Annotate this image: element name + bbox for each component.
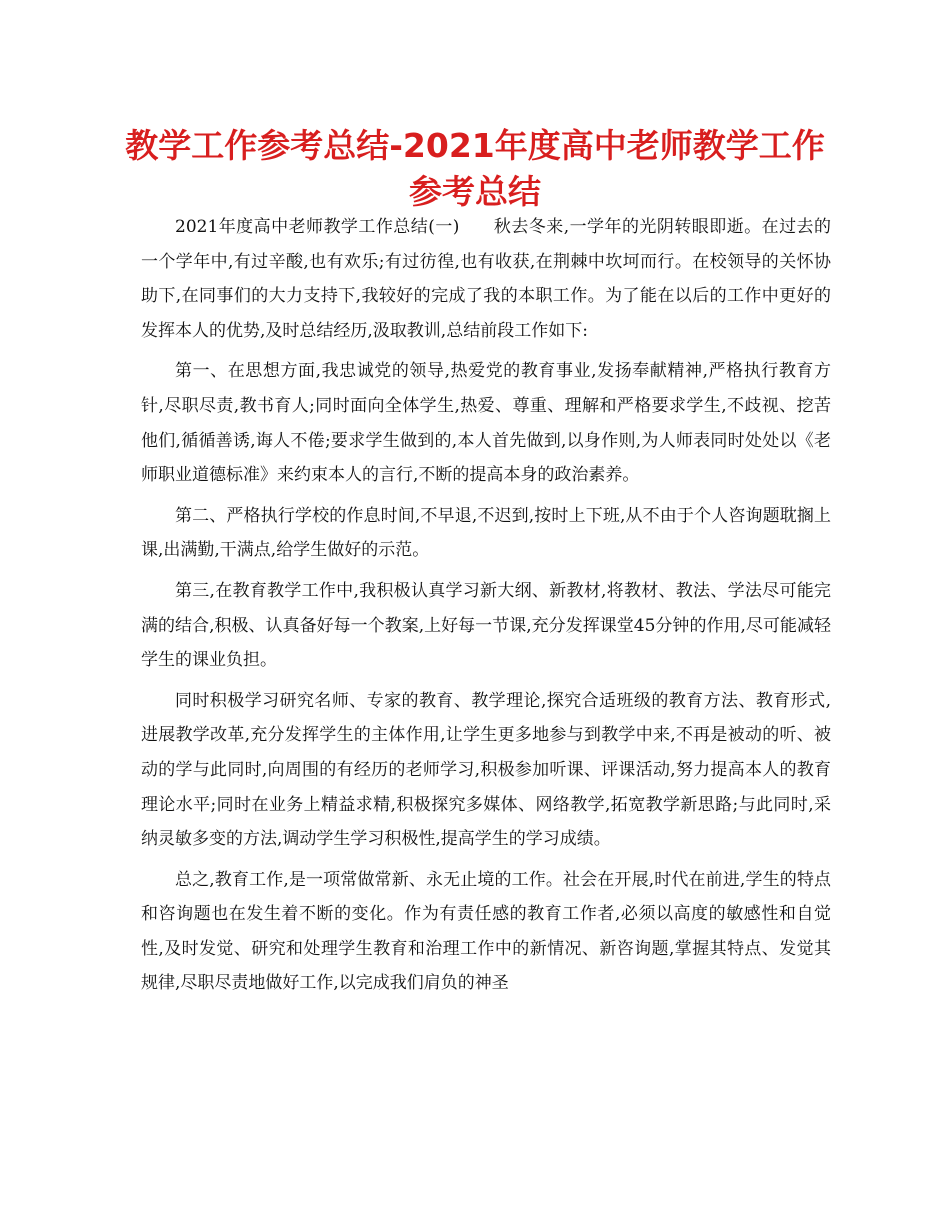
paragraph-schedule: 第二、严格执行学校的作息时间,不早退,不迟到,按时上下班,从不由于个人咨询题耽搁上课,出满勤,干满点,给学生做好的示范。 bbox=[141, 505, 831, 561]
document-title-line-1: 教学工作参考总结-2021年度高中老师教学工作 bbox=[125, 126, 825, 165]
paragraph-intro-text: 秋去冬来,一学年的光阴转眼即逝。在过去的一个学年中,有过辛酸,也有欢乐;有过彷徨,也有收获,在荆棘中坎坷而行。在校领导的关怀协助下,在同事们的大力支持下,我较好的完成了我的本职工作。为了能在以后的工作中更好的发挥本人的优势,及时总结经历,汲取教训,总结前段工作如下: bbox=[141, 217, 832, 341]
paragraph-ideology: 第一、在思想方面,我忠诚党的领导,热爱党的教育事业,发扬奉献精神,严格执行教育方针,尽职尽责,教书育人;同时面向全体学生,热爱、尊重、理解和严格要求学生,不歧视、挖苦他们,循循善诱,诲人不倦;要求学生做到的,本人首先做到,以身作则,为人师表同时处处以《老师职业道德标准》来约束本人的言行,不断的提高本身的政治素养。 bbox=[141, 361, 831, 486]
document-body bbox=[141, 210, 831, 1007]
paragraph-conclusion: 总之,教育工作,是一项常做常新、永无止境的工作。社会在开展,时代在前进,学生的特点和咨询题也在发生着不断的变化。作为有责任感的教育工作者,必须以高度的敏感性和自觉性,及时发觉、研究和处理学生教育和治理工作中的新情况、新咨询题,掌握其特点、发觉其规律,尽职尽责地做好工作,以完成我们肩负的神圣 bbox=[141, 869, 831, 994]
paragraph-teaching: 第三,在教育教学工作中,我积极认真学习新大纲、新教材,将教材、教法、学法尽可能完满的结合,积极、认真备好每一个教案,上好每一节课,充分发挥课堂45分钟的作用,尽可能减轻学生的课业负担。 bbox=[141, 580, 831, 671]
paragraph-research: 同时积极学习研究名师、专家的教育、教学理论,探究合适班级的教育方法、教育形式,进展教学改革,充分发挥学生的主体作用,让学生更多地参与到教学中来,不再是被动的听、被动的学与此同时,向周围的有经历的老师学习,积极参加听课、评课活动,努力提高本人的教育理论水平;同时在业务上精益求精,积极探究多媒体、网络教学,拓宽教学新思路;与此同时,采纳灵敏多变的方法,调动学生学习积极性,提高学生的学习成绩。 bbox=[141, 690, 831, 850]
paragraph-intro bbox=[141, 210, 831, 348]
document-title-line-2: 参考总结 bbox=[409, 172, 541, 211]
paragraph-intro-heading: 2021年度高中老师教学工作总结(一) bbox=[175, 217, 460, 237]
